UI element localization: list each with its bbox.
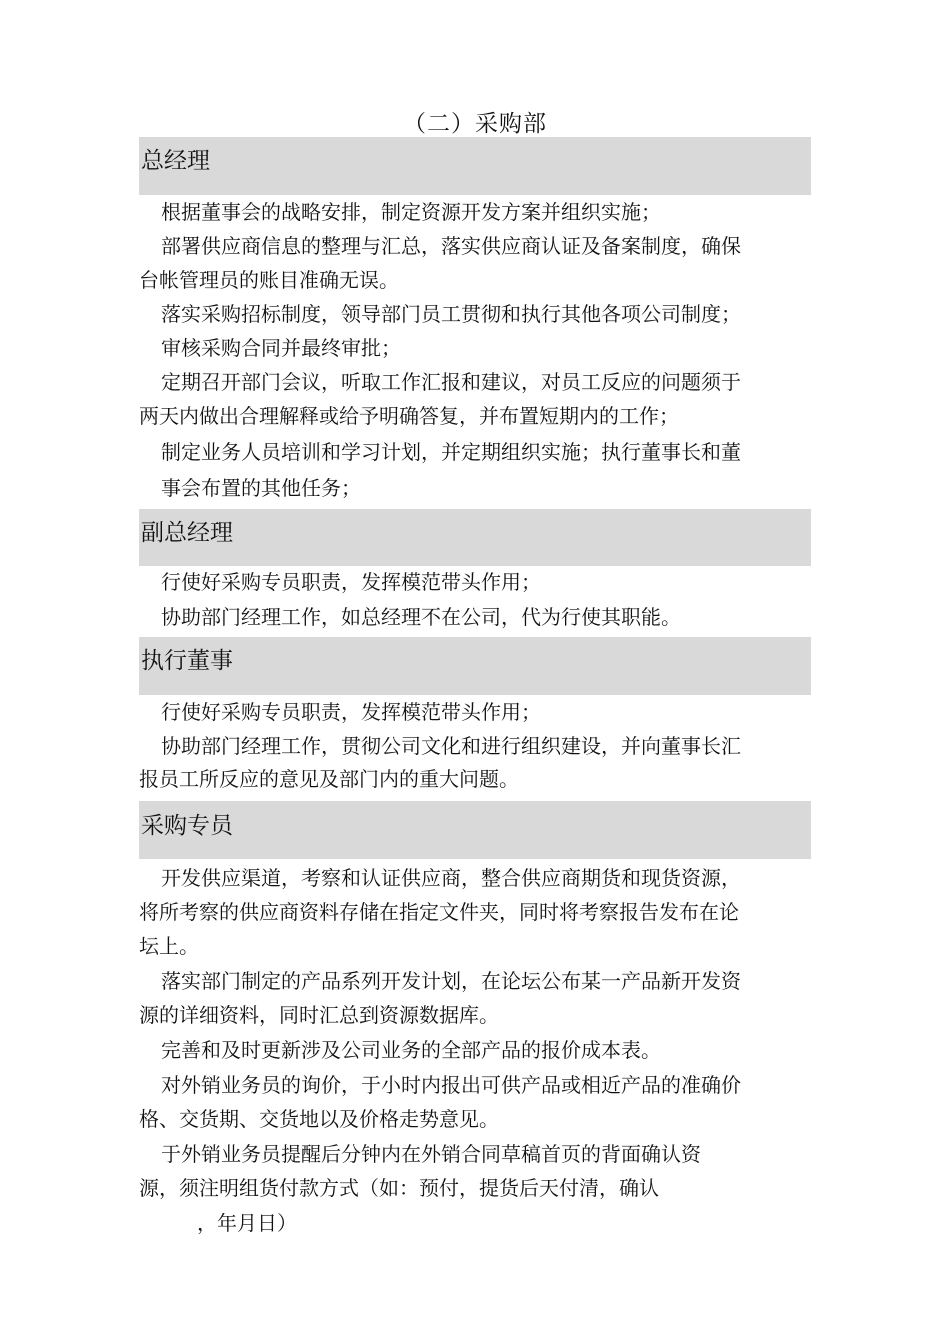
paragraph-line: 源的详细资料，同时汇总到资源数据库。 bbox=[139, 1003, 499, 1027]
paragraph-line: 部署供应商信息的整理与汇总，落实供应商认证及备案制度，确保 bbox=[161, 234, 741, 258]
paragraph-line: 完善和及时更新涉及公司业务的全部产品的报价成本表。 bbox=[161, 1038, 661, 1062]
paragraph-line: 台帐管理员的账目准确无误。 bbox=[139, 268, 399, 292]
section-heading-band bbox=[139, 801, 811, 859]
paragraph-line: 协助部门经理工作，贯彻公司文化和进行组织建设，并向董事长汇 bbox=[161, 734, 741, 758]
paragraph-line: 于外销业务员提醒后分钟内在外销合同草稿首页的背面确认资 bbox=[161, 1142, 701, 1166]
paragraph-line: 行使好采购专员职责，发挥模范带头作用； bbox=[161, 570, 541, 594]
section-heading: 副总经理 bbox=[141, 520, 233, 546]
paragraph-line: 协助部门经理工作，如总经理不在公司，代为行使其职能。 bbox=[161, 605, 681, 629]
paragraph-line: 报员工所反应的意见及部门内的重大问题。 bbox=[139, 767, 519, 791]
paragraph-line: 事会布置的其他任务； bbox=[161, 476, 361, 500]
paragraph-line: 落实采购招标制度，领导部门员工贯彻和执行其他各项公司制度； bbox=[161, 302, 741, 326]
section-heading-band bbox=[139, 637, 811, 695]
paragraph-line: 开发供应渠道，考察和认证供应商，整合供应商期货和现货资源， bbox=[161, 866, 741, 890]
paragraph-line: 根据董事会的战略安排，制定资源开发方案并组织实施； bbox=[161, 200, 661, 224]
paragraph-line: 源，须注明组货付款方式（如：预付，提货后天付清，确认 bbox=[139, 1176, 659, 1200]
paragraph-line: ，年月日） bbox=[197, 1211, 297, 1235]
paragraph-line: 两天内做出合理解释或给予明确答复，并布置短期内的工作； bbox=[139, 404, 679, 428]
paragraph-line: 制定业务人员培训和学习计划，并定期组织实施；执行董事长和董 bbox=[161, 440, 741, 464]
paragraph-line: 行使好采购专员职责，发挥模范带头作用； bbox=[161, 700, 541, 724]
paragraph-line: 将所考察的供应商资料存储在指定文件夹，同时将考察报告发布在论 bbox=[139, 900, 739, 924]
paragraph-line: 对外销业务员的询价，于小时内报出可供产品或相近产品的准确价 bbox=[161, 1073, 741, 1097]
paragraph-line: 坛上。 bbox=[139, 934, 199, 958]
paragraph-line: 审核采购合同并最终审批； bbox=[161, 336, 401, 360]
section-heading: 采购专员 bbox=[141, 813, 233, 839]
section-heading-band bbox=[139, 509, 811, 566]
paragraph-line: 定期召开部门会议，听取工作汇报和建议，对员工反应的问题须于 bbox=[161, 370, 741, 394]
page-title: （二）采购部 bbox=[403, 111, 547, 137]
section-heading: 总经理 bbox=[141, 148, 210, 174]
section-heading: 执行董事 bbox=[141, 648, 233, 674]
section-heading-band bbox=[139, 137, 811, 195]
paragraph-line: 格、交货期、交货地以及价格走势意见。 bbox=[139, 1107, 499, 1131]
paragraph-line: 落实部门制定的产品系列开发计划，在论坛公布某一产品新开发资 bbox=[161, 969, 741, 993]
